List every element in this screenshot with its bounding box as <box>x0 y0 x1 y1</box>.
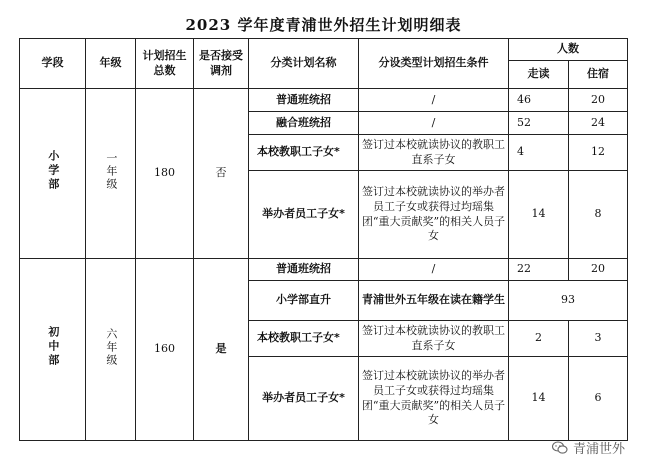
primary-grade: 一年级 <box>104 151 118 191</box>
boarding-count: 8 <box>569 171 628 259</box>
boarding-count: 6 <box>569 357 628 441</box>
commute-count: 46 <box>509 89 569 112</box>
header-commute: 走读 <box>509 61 569 89</box>
commute-count: 52 <box>509 112 569 135</box>
header-count: 人数 <box>509 39 628 61</box>
commute-count: 22 <box>509 259 569 281</box>
category-name: 举办者员工子女* <box>249 357 359 441</box>
commute-count: 2 <box>509 321 569 357</box>
condition: 签订过本校就读协议的教职工直系子女 <box>359 135 509 171</box>
category-name: 融合班统招 <box>249 112 359 135</box>
condition: 签订过本校就读协议的教职工直系子女 <box>359 321 509 357</box>
middle-grade-cell <box>86 259 136 441</box>
condition: 青浦世外五年级在读在籍学生 <box>359 281 509 321</box>
category-name: 本校教职工子女* <box>249 135 359 171</box>
table-row <box>20 259 628 281</box>
watermark <box>552 438 625 457</box>
primary-total: 180 <box>136 89 194 259</box>
header-row <box>20 39 628 61</box>
header-adjust: 是否接受调剂 <box>194 39 249 89</box>
middle-total: 160 <box>136 259 194 441</box>
enrollment-plan-table <box>19 38 628 441</box>
boarding-count: 24 <box>569 112 628 135</box>
commute-count: 14 <box>509 357 569 441</box>
page-title: 2023 学年度青浦世外招生计划明细表 <box>185 16 462 34</box>
primary-stage: 小学部 <box>46 150 60 193</box>
condition: / <box>359 89 509 112</box>
boarding-count: 20 <box>569 89 628 112</box>
header-stage: 学段 <box>20 39 86 89</box>
merged-count: 93 <box>509 281 628 321</box>
condition: 签订过本校就读协议的举办者员工子女或获得过均瑶集团“重大贡献奖”的相关人员子女 <box>359 357 509 441</box>
boarding-count: 3 <box>569 321 628 357</box>
header-condition: 分设类型计划招生条件 <box>359 39 509 89</box>
category-name: 本校教职工子女* <box>249 321 359 357</box>
primary-adjust: 否 <box>194 89 249 259</box>
boarding-count: 12 <box>569 135 628 171</box>
boarding-count: 20 <box>569 259 628 281</box>
header-grade: 年级 <box>86 39 136 89</box>
header-category: 分类计划名称 <box>249 39 359 89</box>
table-row <box>20 89 628 112</box>
category-name: 普通班统招 <box>249 89 359 112</box>
condition: / <box>359 112 509 135</box>
middle-adjust: 是 <box>194 259 249 441</box>
commute-count: 4 <box>509 135 569 171</box>
primary-stage-cell <box>20 89 86 259</box>
condition: / <box>359 259 509 281</box>
category-name: 普通班统招 <box>249 259 359 281</box>
middle-grade: 六年级 <box>104 327 118 367</box>
condition: 签订过本校就读协议的举办者员工子女或获得过均瑶集团“重大贡献奖”的相关人员子女 <box>359 171 509 259</box>
middle-stage: 初中部 <box>46 326 60 369</box>
watermark-text: 青浦世外 <box>572 442 625 457</box>
header-total: 计划招生总数 <box>136 39 194 89</box>
header-boarding: 住宿 <box>569 61 628 89</box>
wechat-icon <box>552 441 568 455</box>
commute-count: 14 <box>509 171 569 259</box>
primary-grade-cell <box>86 89 136 259</box>
category-name: 小学部直升 <box>249 281 359 321</box>
category-name: 举办者员工子女* <box>249 171 359 259</box>
middle-stage-cell <box>20 259 86 441</box>
